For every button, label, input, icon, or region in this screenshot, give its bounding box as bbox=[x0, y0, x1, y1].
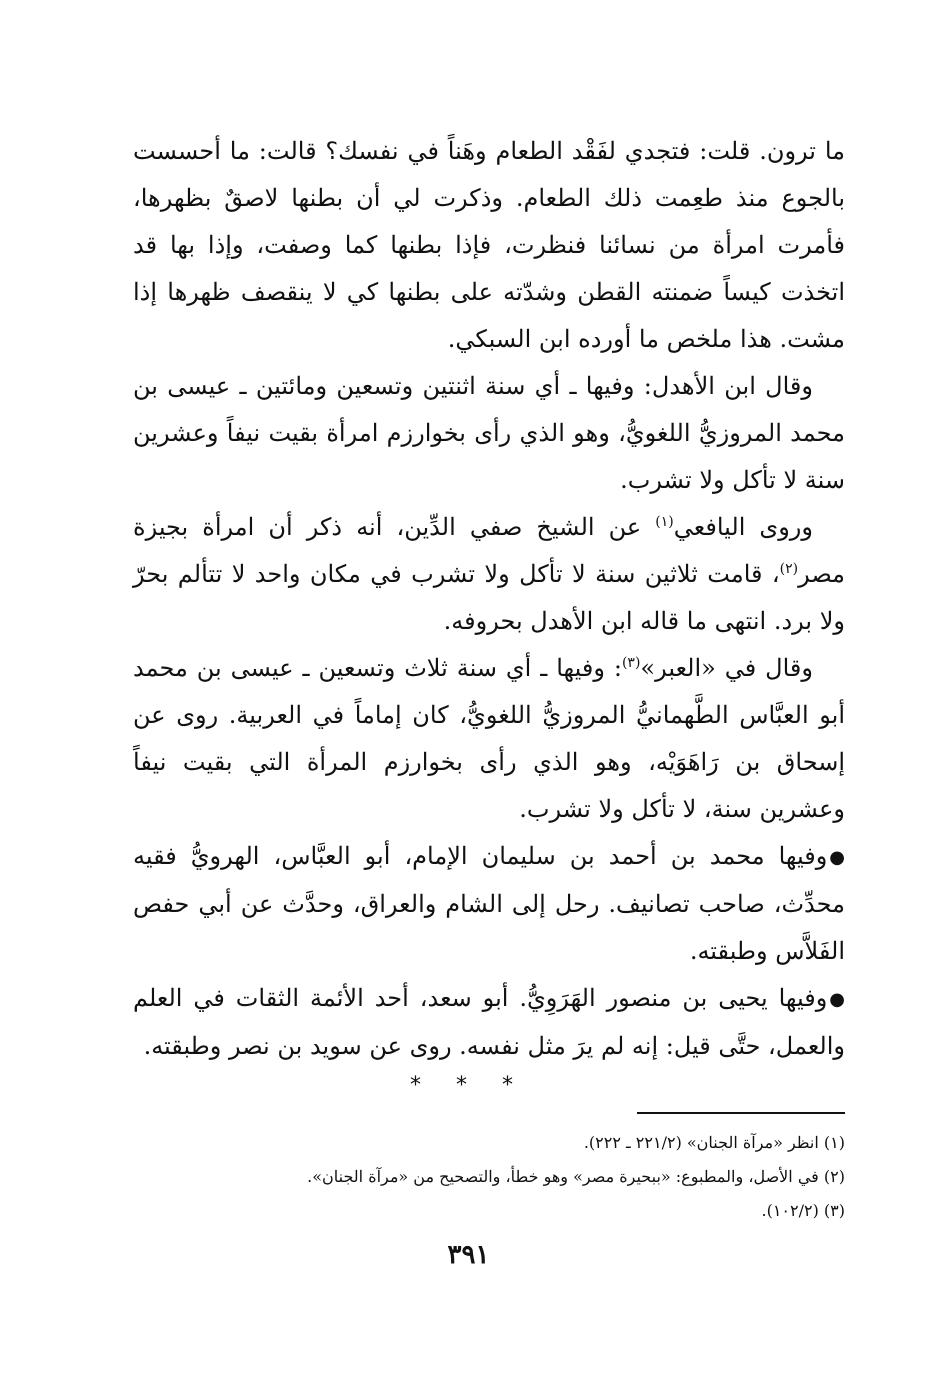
footnote-ref-2: (٢) bbox=[779, 561, 799, 577]
paragraph-continuation: ما ترون. قلت: فتجدي لفَقْد الطعام وهَناً في نفسك؟ قالت: ما أحسست بالجوع منذ طعِمت ذلك الطعام. وذكرت لي أن بطنها لاصقٌ بظهرها، فأمرت امرأة من نسائنا فنظرت، فإذا بطنها كما وصفت، وإذا بها قد اتخذت كيساً ضمنته القطن وشدّته على بطنها كي لا ينقصف ظهرها إذا مشت. هذا ملخص ما أورده ابن السبكي. bbox=[133, 137, 845, 353]
bullet-icon: ● bbox=[829, 989, 845, 1010]
paragraph-al-ibar bbox=[133, 645, 845, 833]
paragraph-al-ibar-part-2: : وفيها ـ أي سنة ثلاث وتسعين ـ عيسى بن محمد أبو العبَّاس الطَّهمانيُّ المروزيُّ اللغويُّ، كان إماماً في العربية. روى عن إسحاق بن رَاهَوَيْه، وهو الذي رأى بخوارزم المرأة التي بقيت نيفاً وعشرين سنة، لا تأكل ولا تشرب. bbox=[133, 654, 845, 823]
paragraph-muhammad-bin-ahmad-text: وفيها محمد بن أحمد بن سليمان الإمام، أبو العبَّاس، الهرويُّ فقيه محدِّث، صاحب تصانيف. رحل إلى الشام والعراق، وحدَّث عن أبي حفص الفَلاَّس وطبقته. bbox=[133, 842, 845, 965]
paragraph-muhammad-bin-ahmad bbox=[133, 833, 845, 975]
footnote-ref-3: (٣) bbox=[621, 655, 641, 671]
section-separator: * * * bbox=[410, 1073, 527, 1098]
paragraph-al-yafii-part-2: عن الشيخ صفي الدِّين، أنه ذكر أن امرأة بجيزة مصر bbox=[133, 513, 845, 588]
paragraph-yahya-bin-mansur bbox=[133, 975, 845, 1070]
main-text bbox=[133, 128, 845, 1070]
paragraph-yahya-bin-mansur-text: وفيها يحيى بن منصور الهَرَوِيُّ. أبو سعد، أحد الأئمة الثقات في العلم والعمل، حتَّى قيل: إنه لم يرَ مثل نفسه. روى عن سويد بن نصر وطبقته. bbox=[133, 984, 845, 1060]
page-number: ٣٩١ bbox=[447, 1240, 490, 1270]
bullet-icon: ● bbox=[829, 847, 845, 868]
footnote-1: (١) انظر «مرآة الجنان» (٢٢١/٢ ـ ٢٢٢). bbox=[583, 1133, 845, 1152]
footnote-ref-1: (١) bbox=[655, 514, 674, 530]
paragraph-al-yafii bbox=[133, 504, 845, 645]
paragraph-al-yafii-part-1: وروى اليافعي bbox=[673, 513, 813, 541]
footnote-divider bbox=[637, 1112, 845, 1114]
paragraph-al-ibar-part-1: وقال في «العبر» bbox=[640, 654, 813, 682]
footnote-3: (٣) (١٠٢/٢). bbox=[761, 1201, 845, 1220]
paragraph-al-yafii-part-3: ، قامت ثلاثين سنة لا تأكل ولا تشرب في مكان واحد لا تتألم بحرّ ولا برد. انتهى ما قاله ابن الأهدل بحروفه. bbox=[133, 560, 845, 635]
paragraph-ibn-al-ahdal: وقال ابن الأهدل: وفيها ـ أي سنة اثنتين وتسعين ومائتين ـ عيسى بن محمد المروزيُّ اللغويُّ، وهو الذي رأى بخوارزم امرأة بقيت نيفاً وعشرين سنة لا تأكل ولا تشرب. bbox=[133, 372, 845, 494]
footnote-2: (٢) في الأصل، والمطبوع: «ببحيرة مصر» وهو خطأ، والتصحيح من «مرآة الجنان». bbox=[307, 1167, 845, 1186]
footnotes bbox=[307, 1126, 845, 1228]
